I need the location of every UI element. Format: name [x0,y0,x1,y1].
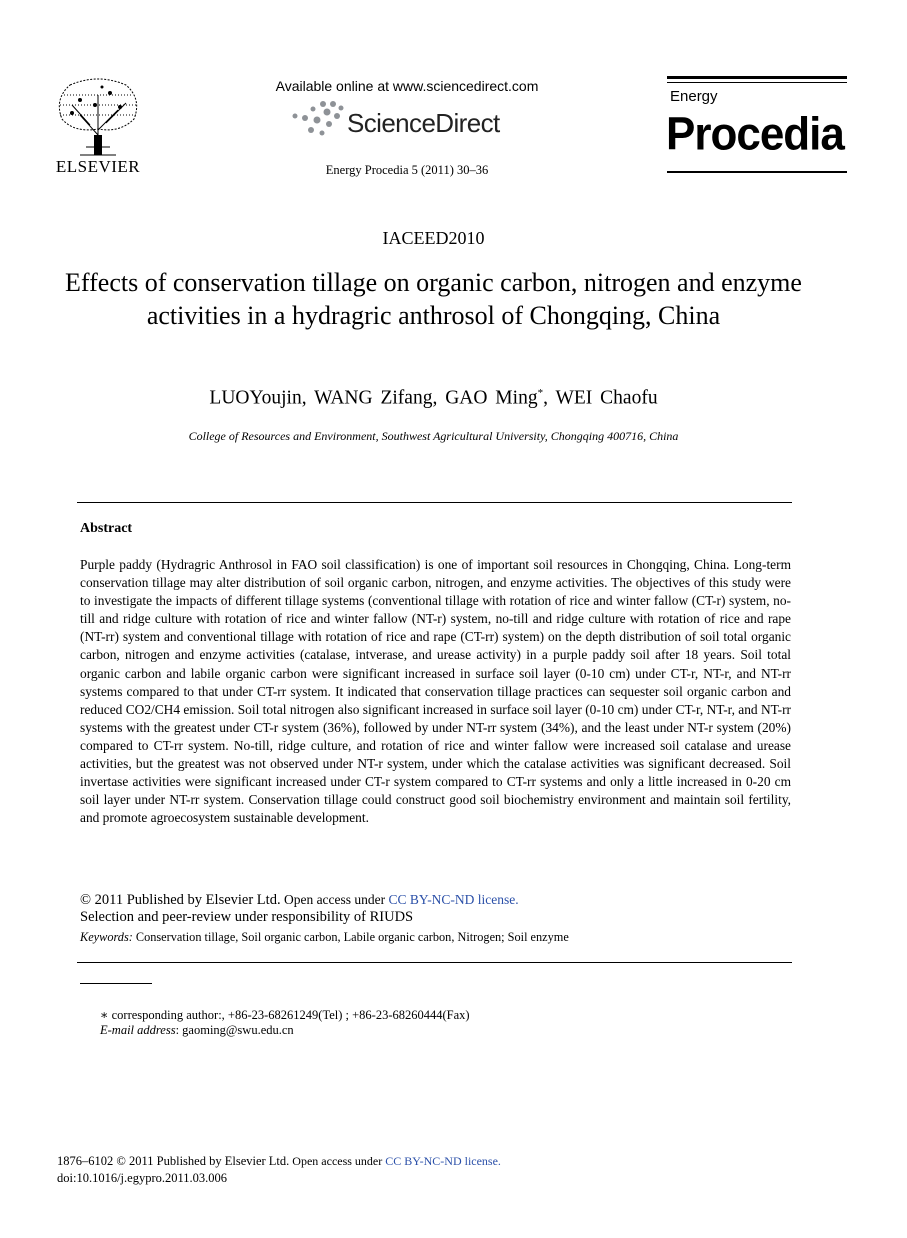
email-footnote [100,1023,294,1038]
email-address: : gaoming@swu.edu.cn [175,1023,294,1037]
abstract-body: Purple paddy (Hydragric Anthrosol in FAO soil classification) is one of important soil resources in Chongqing, China. Long-term conservation tillage may alter distribution of soil organic carbon, nitrogen, and enzyme activities. The objectives of this study were to investigate the impacts of different tillage systems (conventional tillage with rotation of rice and winter fallow (CT-r) system, no-till and ridge culture with rotation of rice and winter fallow (NT-r) system, no-till and ridge culture with rotation of rice and rape (NT-rr) system and conventional tillage with rotation of rice and rape (CT-rr) system) on the depth distribution of soil total organic carbon, nitrogen and enzyme activities (catalase, intverase, and urease activity) in a purple paddy soil after 18 years. Soil total organic carbon and labile organic carbon were significant increased in surface soil layer (0-10 cm) under CT-r, NT-r, and NT-rr systems compared to that under CT-rr system. It indicated that conservation tillage practices can sequester soil organic carbon and reduced CO2/CH4 emission. Soil total nitrogen also significant increased in surface soil layer (0-10 cm) under CT-r, NT-r, and NT-rr systems with the greatest under CT-r system (36%), followed by under NT-rr system (34%), and the least under NT-r system (20%) compared to CT-rr system. No-till, ridge culture, and rotation of rice and winter fallow were increased soil catalase and urease activities, but the greatest was not observed under NT-r system, under which the catalase activities was significant decreased. Soil invertase activities were significant increased under CT-r system compared to CT-rr systems and only a little increased in 0-20 cm soil layer under NT-rr system. Conservation tillage could construct good soil biochemistry environment and maintain soil fertility, and promote agroecosystem sustainable development. [80,557,791,826]
license-link[interactable]: CC BY-NC-ND license. [388,892,519,907]
journal-logo-rule-top-thin [667,82,847,83]
journal-logo-procedia: Procedia [666,108,844,161]
open-access-text: Open access under [280,892,389,907]
abstract-heading: Abstract [80,521,133,536]
available-online: Available online at www.sciencedirect.com [275,78,539,94]
corresponding-author-mark: * [537,387,544,399]
publisher-name: ELSEVIER [55,157,141,176]
authors-part-1: LUOYoujin, WANG Zifang, GAO Ming [209,387,538,409]
footer-license-link[interactable]: CC BY-NC-ND license. [385,1154,501,1168]
journal-logo-rule-bottom [667,171,847,173]
email-label: E-mail address [100,1023,176,1037]
footer-open-access: Open access under [289,1154,386,1168]
conference-name: IACEED2010 [382,228,485,248]
issn-line [57,1154,501,1169]
author-list [0,387,867,410]
footnote-rule [80,983,152,984]
keywords-line [80,930,569,945]
authors-part-2: , WEI Chaofu [543,387,658,409]
journal-logo-energy: Energy [670,88,718,105]
copyright-text: © 2011 Published by Elsevier Ltd. [80,892,281,908]
divider-bottom [77,962,792,963]
keywords-label: Keywords: [80,930,133,944]
doi-line: doi:10.1016/j.egypro.2011.03.006 [57,1171,228,1185]
affiliation: College of Resources and Environment, Southwest Agricultural University, Chongqing 400716, China [188,429,679,443]
sciencedirect-dots-icon [289,100,345,138]
paper-title: Effects of conservation tillage on organic carbon, nitrogen and enzyme activities in a hydragric anthrosol of Chongqing, China [65,268,802,330]
divider-top [77,502,792,503]
journal-logo-rule-top [667,76,847,79]
issn-text: 1876–6102 © 2011 Published by Elsevier Ltd. [57,1154,290,1168]
sciencedirect-wordmark: ScienceDirect [347,108,500,138]
corresponding-author-footnote: ∗ corresponding author:, +86-23-68261249(Tel) ; +86-23-68260444(Fax) [100,1008,470,1022]
peer-review-note: Selection and peer-review under responsibility of RIUDS [80,909,414,925]
keywords-list: Conservation tillage, Soil organic carbon, Labile organic carbon, Nitrogen; Soil enzyme [132,930,569,944]
journal-reference: Energy Procedia 5 (2011) 30–36 [325,163,489,177]
copyright-line [80,890,519,910]
